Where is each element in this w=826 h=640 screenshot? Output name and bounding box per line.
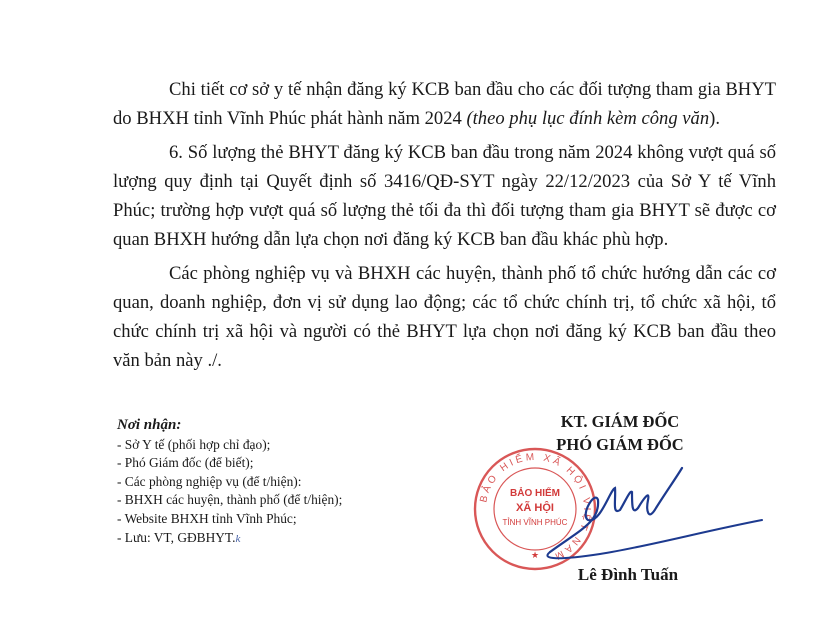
signature-title-line1: KT. GIÁM ĐỐC <box>560 412 680 431</box>
document-body <box>113 75 776 380</box>
recipients-list <box>117 416 342 548</box>
handwritten-signature-icon <box>540 460 770 570</box>
recipient-item: - Website BHXH tỉnh Vĩnh Phúc; <box>117 510 297 526</box>
initial-mark: k <box>235 532 241 545</box>
recipient-item: - Phó Giám đốc (để biết); <box>117 455 254 471</box>
svg-text:BẢO HIỂM: BẢO HIỂM <box>510 488 560 499</box>
svg-text:XÃ HỘI: XÃ HỘI <box>516 502 554 514</box>
recipient-item: - Các phòng nghiệp vụ (để t/hiện): <box>117 473 302 489</box>
recipient-item: - Sở Y tế (phối hợp chỉ đạo); <box>117 436 271 452</box>
paragraph-item-6: 6. Số lượng thẻ BHYT đăng ký KCB ban đầu trong năm 2024 không vượt quá số lượng quy định tại Quyết định số 3416/QĐ-SYT ngày 22/12/2023 của Sở Y tế Vĩnh Phúc; trường hợp vượt quá số lượng thẻ tối đa thì đối tượng tham gia BHYT sẽ được cơ quan BHXH hướng dẫn lựa chọn nơi đăng ký KCB ban đầu khác phù hợp. <box>113 142 776 250</box>
paragraph-instructions: Các phòng nghiệp vụ và BHXH các huyện, thành phố tổ chức hướng dẫn các cơ quan, doanh nghiệp, đơn vị sử dụng lao động; các tổ chức chính trị, tổ chức xã hội, tổ chức chính trị xã hội và người có thẻ BHYT lựa chọn nơi đăng ký KCB ban đầu theo văn bản này ./. <box>113 263 776 371</box>
svg-text:BẢO HIỂM XÃ HỘI VIỆT NAM: BẢO HIỂM XÃ HỘI VIỆT NAM <box>478 451 593 563</box>
svg-text:★: ★ <box>530 550 540 560</box>
recipients-heading: Nơi nhận: <box>117 417 182 433</box>
recipient-item: - BHXH các huyện, thành phố (để t/hiện); <box>117 492 343 508</box>
paragraph-details: Chi tiết cơ sở y tế nhận đăng ký KCB ban đầu cho các đối tượng tham gia BHYT do BHXH tỉnh Vĩnh Phúc phát hành năm 2024 (theo phụ lục đính kèm công văn). <box>113 79 776 129</box>
recipient-item: - Lưu: VT, GĐBHYT.k <box>117 529 241 545</box>
signer-name: Lê Đình Tuấn <box>577 565 679 584</box>
signature-title-line2: PHÓ GIÁM ĐỐC <box>556 435 684 454</box>
svg-text:TỈNH VĨNH PHÚC: TỈNH VĨNH PHÚC <box>502 518 568 527</box>
